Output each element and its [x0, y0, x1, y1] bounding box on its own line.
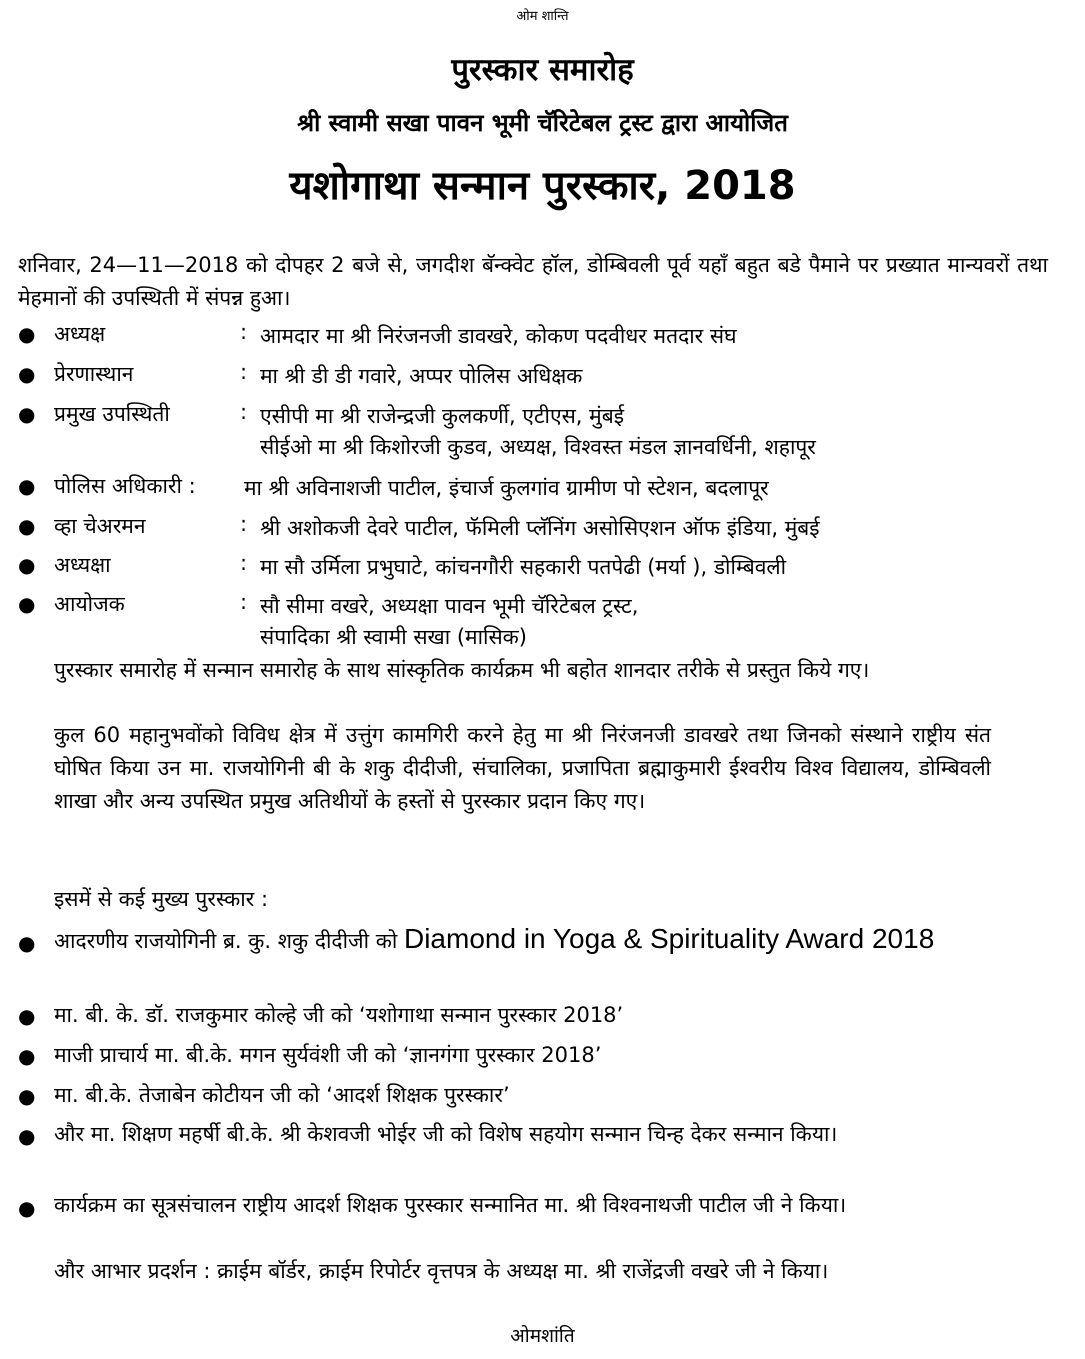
closing-paragraph: और आभार प्रदर्शन : क्राईम बॉर्डर, क्राईम रिपोर्टर वृत्तपत्र के अध्यक्ष मा. श्री राजेंद्रजी वखरे जी ने किया। [54, 1259, 829, 1283]
award-item: मा. बी.के. तेजाबेन कोटीयन जी को ‘आदर्श शिक्षक पुरस्कार’ [54, 1083, 510, 1107]
bullet-icon: ● [18, 931, 36, 955]
role-description: आमदार मा श्री निरंजनजी डावखरे, कोकण पदवीधर मतदार संघ [260, 324, 737, 348]
page-title: पुरस्कार समारोह [451, 52, 634, 88]
award-item: कार्यक्रम का सूत्रसंचालन राष्ट्रीय आदर्श शिक्षक पुरस्कार सन्मानित मा. श्री विश्वनाथजी पाटील जी ने किया। [54, 1193, 847, 1217]
award-item [54, 920, 991, 960]
role-description: संपादिका श्री स्वामी सखा (मासिक) [260, 625, 527, 649]
bullet-icon: ● [18, 1084, 36, 1108]
role-label: अध्यक्ष [54, 322, 106, 346]
colon-separator: : [240, 360, 248, 384]
award-item: मा. बी. के. डॉ. राजकुमार कोल्हे जी को ‘यशोगाथा सन्मान पुरस्कार 2018’ [54, 1003, 624, 1027]
colon-separator: : [240, 512, 248, 536]
award-english-title: Diamond in Yoga & Spirituality Award 2018 [403, 923, 935, 954]
om-shanti-top: ओम शान्ति [516, 9, 569, 24]
bullet-icon: ● [18, 1044, 36, 1068]
intro-paragraph: शनिवार, 24—11—2018 को दोपहर 2 बजे से, जगदीश बॅन्क्वेट हॉल, डोम्बिवली पूर्व यहाँ बहुत बडे पैमाने पर प्रख्यात मान्यवरों तथा मेहमानों की उपस्थिती में संपन्न हुआ। [18, 253, 1048, 310]
role-description: सौ सीमा वखरे, अध्यक्षा पावन भूमी चॅरिटेबल ट्रस्ट, [260, 594, 639, 618]
awards-heading: इसमें से कई मुख्य पुरस्कार : [54, 887, 269, 911]
award-recipient: आदरणीय राजयोगिनी ब्र. कु. शकु दीदीजी को [54, 929, 398, 953]
bullet-icon: ● [18, 1196, 36, 1220]
bullet-icon: ● [18, 1004, 36, 1028]
role-label: प्रेरणास्थान [54, 362, 134, 386]
colon-separator: : [240, 551, 248, 575]
role-label: आयोजक [54, 592, 125, 616]
role-label: अध्यक्षा [54, 553, 111, 577]
colon-separator: : [240, 320, 248, 344]
bullet-icon: ● [18, 592, 36, 616]
bullet-icon: ● [18, 1124, 36, 1148]
bullet-icon: ● [18, 322, 36, 346]
bullet-icon: ● [18, 362, 36, 386]
bullet-icon: ● [18, 474, 36, 498]
bullet-icon: ● [18, 553, 36, 577]
page-subtitle: श्री स्वामी सखा पावन भूमी चॅरिटेबल ट्रस्ट द्वारा आयोजित [297, 109, 788, 137]
award-item: माजी प्राचार्य मा. बी.के. मगन सुर्यवंशी जी को ‘ज्ञानगंगा पुरस्कार 2018’ [54, 1043, 602, 1067]
role-description: मा श्री अविनाशजी पाटील, इंचार्ज कुलगांव ग्रामीण पो स्टेशन, बदलापूर [244, 476, 769, 500]
bullet-icon: ● [18, 514, 36, 538]
role-description: मा श्री डी डी गवारे, अप्पर पोलिस अधिक्षक [260, 364, 583, 388]
colon-separator: : [240, 400, 248, 424]
role-description: श्री अशोकजी देवरे पाटील, फॅमिली प्लॅनिंग असोसिएशन ऑफ इंडिया, मुंबई [260, 516, 820, 540]
award-title: यशोगाथा सन्मान पुरस्कार, 2018 [289, 163, 796, 209]
colon-separator: : [240, 590, 248, 614]
body-paragraph: कुल 60 महानुभवोंको विविध क्षेत्र में उत्तुंग कामगिरी करने हेतु मा श्री निरंजनजी डावखरे तथा जिनको संस्थाने राष्ट्रीय संत घोषित किया उन मा. राजयोगिनी बी के शकु दीदीजी, संचालिका, प्रजापिता ब्रह्माकुमारी ईश्वरीय विश्व विद्यालय, डोम्बिवली शाखा और अन्य उपस्थित प्रमुख अतिथीयों के हस्तों से पुरस्कार प्रदान किए गए। [54, 723, 991, 813]
role-description: मा सौ उर्मिला प्रभुघाटे, कांचनगौरी सहकारी पतपेढी (मर्या ), डोम्बिवली [260, 555, 787, 579]
body-paragraph: पुरस्कार समारोह में सन्मान समारोह के साथ सांस्कृतिक कार्यक्रम भी बहोत शानदार तरीके से प्रस्तुत किये गए। [54, 658, 870, 682]
bullet-icon: ● [18, 402, 36, 426]
om-shanti-footer: ओमशांति [510, 1325, 575, 1347]
award-item: और मा. शिक्षण महर्षी बी.के. श्री केशवजी भोईर जी को विशेष सहयोग सन्मान चिन्ह देकर सन्मान किया। [54, 1122, 838, 1146]
role-description: एसीपी मा श्री राजेन्द्रजी कुलकर्णी, एटीएस, मुंबई [260, 404, 625, 428]
role-label: पोलिस अधिकारी : [54, 474, 196, 498]
role-description: सीईओ मा श्री किशोरजी कुडव, अध्यक्ष, विश्वस्त मंडल ज्ञानवर्धिनी, शहापूर [260, 435, 816, 459]
role-label: व्हा चेअरमन [54, 514, 146, 538]
role-label: प्रमुख उपस्थिती [54, 402, 170, 426]
